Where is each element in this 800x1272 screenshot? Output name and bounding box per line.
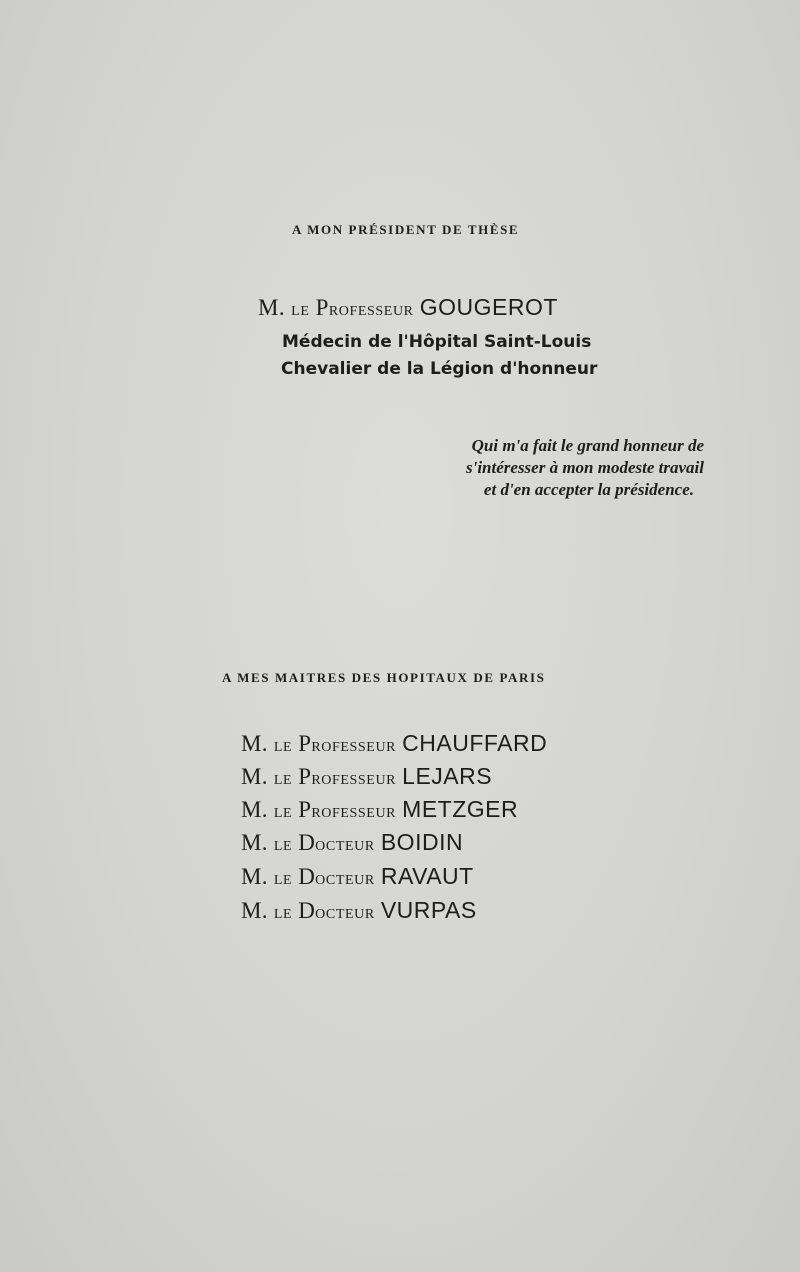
master-surname: BOIDIN <box>380 829 464 855</box>
master-entry <box>241 897 547 931</box>
master-title <box>298 731 396 756</box>
master-title-rest: ROFESSEUR <box>311 806 397 821</box>
master-title <box>298 797 396 822</box>
master-entry <box>241 829 547 863</box>
master-title <box>298 764 396 789</box>
master-surname: LEJARS <box>402 763 493 789</box>
master-le: LE <box>273 839 293 854</box>
president-title <box>316 295 414 320</box>
master-le: LE <box>273 806 293 821</box>
president-note-line-1: Qui m'a fait le grand honneur de <box>471 436 704 455</box>
master-m: M. <box>241 898 268 923</box>
president-heading: A MON PRÉSIDENT DE THÈSE <box>292 222 520 237</box>
master-surname: CHAUFFARD <box>402 730 548 756</box>
master-title-rest: ROFESSEUR <box>311 773 397 788</box>
master-le: LE <box>273 873 293 888</box>
president-note <box>364 435 704 501</box>
master-le: LE <box>273 740 293 755</box>
master-surname: METZGER <box>402 796 519 822</box>
president-surname: GOUGEROT <box>419 294 558 320</box>
master-m: M. <box>241 830 268 855</box>
president-note-line-3: et d'en accepter la présidence. <box>483 480 694 499</box>
show-through-text <box>120 140 128 166</box>
master-title <box>298 898 375 923</box>
master-surname: VURPAS <box>380 897 477 923</box>
master-title-cap: D <box>298 864 316 889</box>
president-title-cap: P <box>315 295 329 320</box>
master-entry <box>241 796 547 829</box>
master-title-cap: D <box>298 830 316 855</box>
master-title-cap: D <box>298 898 316 923</box>
master-le: LE <box>273 773 293 788</box>
master-title <box>298 864 375 889</box>
master-entry <box>241 730 547 763</box>
master-surname: RAVAUT <box>380 863 474 889</box>
master-le: LE <box>273 907 293 922</box>
master-entry <box>241 763 547 796</box>
master-title-rest: OCTEUR <box>315 839 375 854</box>
master-title-rest: OCTEUR <box>315 873 375 888</box>
master-m: M. <box>241 864 268 889</box>
president-name <box>258 294 558 321</box>
masters-list <box>241 730 547 931</box>
master-title-cap: P <box>298 731 312 756</box>
master-title-cap: P <box>298 764 312 789</box>
president-title-rest: ROFESSEUR <box>328 304 414 319</box>
master-title <box>298 830 375 855</box>
master-title-rest: ROFESSEUR <box>311 740 397 755</box>
president-prefix-le: LE <box>291 304 310 319</box>
master-m: M. <box>241 731 268 756</box>
master-m: M. <box>241 797 268 822</box>
master-title-cap: P <box>298 797 312 822</box>
master-entry <box>241 863 547 897</box>
masters-heading: A MES MAITRES DES HOPITAUX DE PARIS <box>222 670 546 685</box>
president-prefix-m: M. <box>258 295 286 320</box>
president-note-line-2: s'intéresser à mon modeste travail <box>466 458 704 477</box>
master-m: M. <box>241 764 268 789</box>
president-title-line-2: Chevalier de la Légion d'honneur <box>281 359 598 379</box>
master-title-rest: OCTEUR <box>315 907 375 922</box>
president-title-line-1: Médecin de l'Hôpital Saint-Louis <box>282 332 592 352</box>
